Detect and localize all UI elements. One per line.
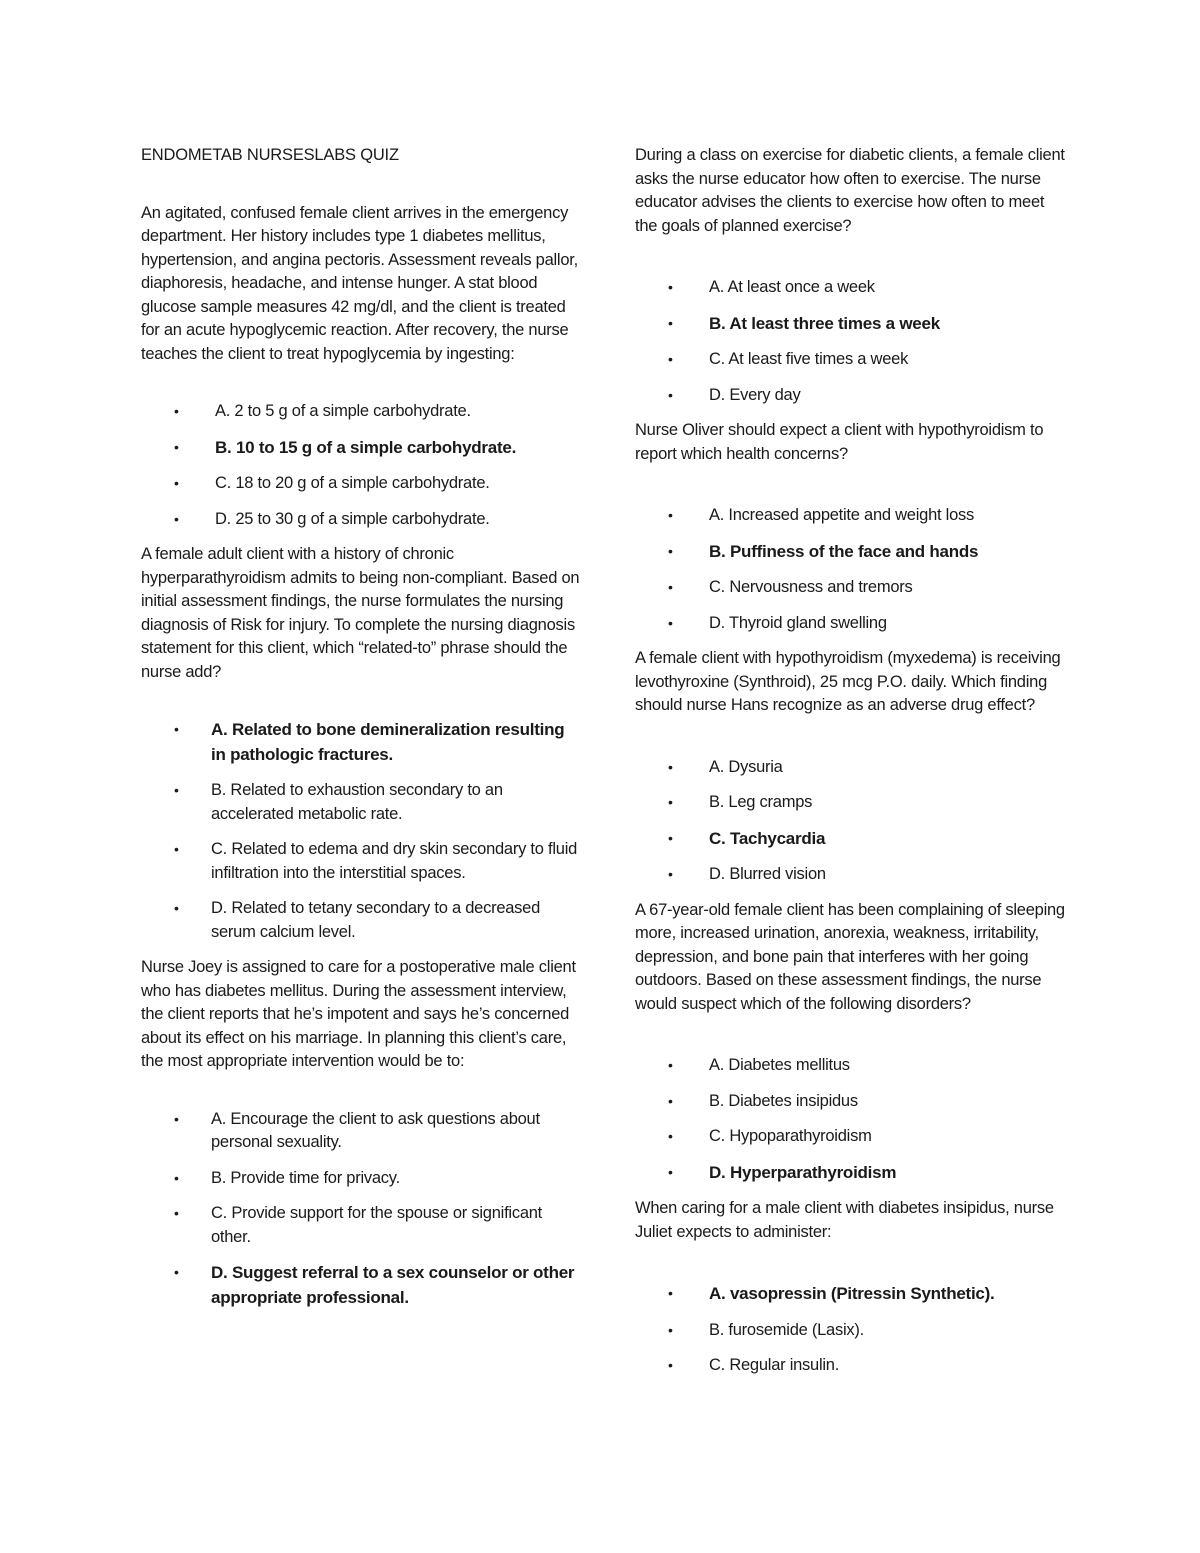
answer-option [635,612,1065,636]
answer-option-correct [141,436,581,461]
answer-option [635,756,1065,780]
answer-list [635,1282,1065,1378]
answer-option [141,838,581,885]
bullet-icon: • [174,475,179,491]
bullet-icon: • [668,794,673,810]
answer-list [635,1054,1065,1185]
bullet-icon: • [668,758,673,775]
option-text: C. Regular insulin. [709,1356,840,1374]
bullet-icon: • [668,866,673,882]
bullet-icon: • [668,507,673,523]
bullet-icon: • [174,510,179,527]
answer-option [635,276,1065,300]
option-text: B. Provide time for privacy. [211,1168,400,1187]
bullet-icon: • [174,403,179,419]
answer-list [635,756,1065,887]
option-text: C. Hypoparathyroidism [709,1127,872,1145]
option-text: D. Every day [709,385,801,404]
answer-option [635,504,1065,528]
answer-option-correct [141,718,581,767]
option-text: B. Puffiness of the face and hands [709,541,979,561]
answer-option [141,897,581,944]
question-text: When caring for a male client with diabetes insipidus, nurse Juliet expects to administer: [635,1199,1054,1241]
bullet-icon: • [668,579,673,595]
answer-list [141,1108,581,1311]
bullet-icon: • [174,721,179,737]
option-text: C. 18 to 20 g of a simple carbohydrate. [215,474,490,492]
answer-option-correct [141,1261,581,1310]
answer-option [141,472,581,496]
answer-option [635,576,1065,600]
option-text: D. Thyroid gland swelling [709,613,887,632]
option-text: B. Related to exhaustion secondary to an accelerated metabolic rate. [211,781,503,823]
option-text: B. 10 to 15 g of a simple carbohydrate. [215,437,517,457]
option-text: A. vasopressin (Pitressin Synthetic). [709,1284,995,1303]
question-text: An agitated, confused female client arrives in the emergency department. Her history includes type 1 diabetes mellitus, hypertension, and angina pectoris. Assessment reveals pallor, diaphoresis, headache, and intense hunger. A stat blood glucose sample measures 42 mg/dl, and the client is treated for an acute hypoglycemic reaction. After recovery, the nurse teaches the client to treat hypoglycemia by ingesting: [141,203,578,363]
bullet-icon: • [174,438,179,455]
answer-list [141,718,581,944]
option-text: C. Nervousness and tremors [709,578,913,596]
option-text: C. Provide support for the spouse or significant other. [211,1204,543,1246]
answer-option [635,863,1065,887]
bullet-icon: • [174,1169,179,1186]
bullet-icon: • [174,1205,179,1221]
option-text: D. Hyperparathyroidism [709,1162,897,1182]
answer-option [635,1090,1065,1114]
bullet-icon: • [668,386,673,403]
option-text: D. Related to tetany secondary to a decreased serum calcium level. [211,899,541,941]
answer-option [635,1319,1065,1343]
answer-option [141,400,581,424]
question-block [141,202,581,532]
bullet-icon: • [174,782,179,798]
bullet-icon: • [174,900,179,916]
option-text: C. Tachycardia [709,828,826,848]
bullet-icon: • [174,1264,179,1280]
bullet-icon: • [668,1128,673,1144]
question-block [635,144,1065,407]
answer-list [635,504,1065,635]
bullet-icon: • [668,314,673,331]
answer-option [635,791,1065,815]
answer-option [635,1125,1065,1149]
option-text: C. Related to edema and dry skin secondary to fluid infiltration into the interstitial spaces. [211,840,578,882]
option-text: B. furosemide (Lasix). [709,1320,864,1339]
option-text: B. Diabetes insipidus [709,1091,858,1110]
question-block [635,419,1065,635]
question-text: A female client with hypothyroidism (myxedema) is receiving levothyroxine (Synthroid), 25 mcg P.O. daily. Which finding should nurse Hans recognize as an adverse drug effect? [635,649,1061,714]
option-text: A. Dysuria [709,757,783,776]
answer-option [635,384,1065,408]
bullet-icon: • [668,1321,673,1338]
answer-option [141,1202,581,1249]
answer-option [635,348,1065,372]
bullet-icon: • [668,1092,673,1109]
answer-option [141,1108,581,1155]
answer-list [635,276,1065,407]
option-text: A. Encourage the client to ask questions about personal sexuality. [211,1109,540,1151]
question-text: During a class on exercise for diabetic clients, a female client asks the nurse educator how often to exercise. The nurse educator advises the clients to exercise how often to meet the goals of planned exercise? [635,146,1065,235]
question-block [141,956,581,1310]
answer-option [141,779,581,826]
question-text: A 67-year-old female client has been complaining of sleeping more, increased urination, anorexia, weakness, irritability, depression, and bone pain that interferes with her going outdoors. Based on these assessment findings, the nurse would suspect which of the following disorders? [635,900,1065,1013]
option-text: C. At least five times a week [709,350,909,368]
left-column [141,144,581,1322]
bullet-icon: • [668,1357,673,1373]
option-text: D. 25 to 30 g of a simple carbohydrate. [215,509,490,528]
option-text: A. Diabetes mellitus [709,1056,850,1074]
answer-option [141,1167,581,1191]
bullet-icon: • [174,1110,179,1127]
answer-option [141,508,581,532]
bullet-icon: • [668,614,673,631]
answer-option [635,1354,1065,1378]
bullet-icon: • [174,841,179,857]
question-block [635,1197,1065,1378]
answer-option-correct [635,1282,1065,1307]
question-block [635,647,1065,887]
option-text: B. Leg cramps [709,793,813,811]
answer-option-correct [635,540,1065,565]
bullet-icon: • [668,542,673,559]
question-text: A female adult client with a history of chronic hyperparathyroidism admits to being non-compliant. Based on initial assessment findings, the nurse formulates the nursing diagnosis of Risk for injury. To complete the nursing diagnosis statement for this client, which “related-to” phrase should the nurse add? [141,545,580,681]
option-text: A. At least once a week [709,278,875,296]
answer-option-correct [635,312,1065,337]
option-text: A. Increased appetite and weight loss [709,506,975,524]
question-block [635,899,1065,1186]
question-text: Nurse Joey is assigned to care for a postoperative male client who has diabetes mellitus. During the assessment interview, the client reports that he’s impotent and says he’s concerned about its effect on his marriage. In planning this client’s care, the most appropriate intervention would be to: [141,958,576,1070]
option-text: A. 2 to 5 g of a simple carbohydrate. [215,402,471,420]
bullet-icon: • [668,351,673,367]
right-column [635,144,1065,1390]
question-block [141,543,581,944]
answer-list [141,400,581,531]
document-title: ENDOMETAB NURSESLABS QUIZ [141,146,399,164]
option-text: B. At least three times a week [709,313,940,333]
option-text: A. Related to bone demineralization resulting in pathologic fractures. [211,720,565,764]
bullet-icon: • [668,829,673,846]
option-text: D. Suggest referral to a sex counselor or other appropriate professional. [211,1263,575,1307]
bullet-icon: • [668,1057,673,1073]
bullet-icon: • [668,279,673,295]
bullet-icon: • [668,1285,673,1301]
option-text: D. Blurred vision [709,865,826,883]
answer-option-correct [635,1161,1065,1186]
question-text: Nurse Oliver should expect a client with hypothyroidism to report which health concerns? [635,421,1044,463]
answer-option-correct [635,827,1065,852]
bullet-icon: • [668,1163,673,1180]
answer-option [635,1054,1065,1078]
